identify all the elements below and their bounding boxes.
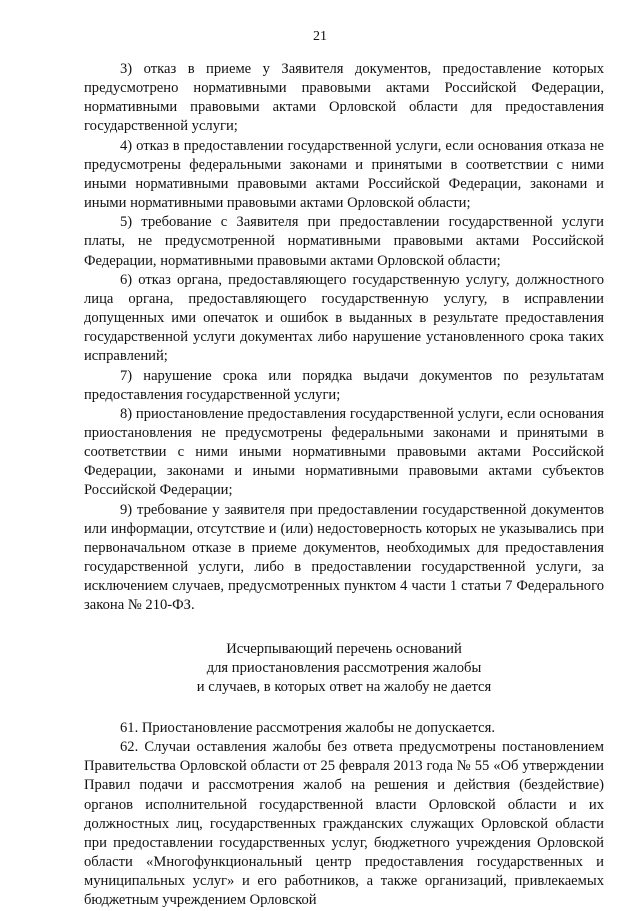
- list-item-4: 4) отказ в предоставлении государственной услуги, если основания отказа не предусмотрены федеральными законами и принятыми в соответствии с ними иными нормативными правовыми актами Российской Федерации, законами и иными нормативными правовыми актами Орловской области;: [84, 137, 604, 212]
- list-item-9: 9) требование у заявителя при предоставлении государственной документов или информации, отсутствие и (или) недостоверность которых не указывались при первоначальном отказе в приеме документов, необходимых для предоставления государственной услуги, либо в предоставлении государственной услуги, за исключением случаев, предусмотренных пунктом 4 части 1 статьи 7 Федерального закона № 210-ФЗ.: [84, 501, 604, 614]
- paragraph-62: 62. Случаи оставления жалобы без ответа предусмотрены постановлением Правительства Орловской области от 25 февраля 2013 года № 55 «Об утверждении Правил подачи и рассмотрения жалоб на решения и действия (бездействие) органов исполнительной государственной власти Орловской области и их должностных лиц, государственных гражданских служащих Орловской области при предоставлении государственных услуг, бюджетного учреждения Орловской области «Многофункциональный центр предоставления государственных и муниципальных услуг» и его работников, а также организаций, привлекаемых бюджетным учреждением Орловской: [84, 739, 604, 909]
- section-heading-line: и случаев, в которых ответ на жалобу не дается: [196, 678, 492, 695]
- section-heading-line: Исчерпывающий перечень оснований: [226, 640, 462, 657]
- document-body: [84, 60, 604, 911]
- list-item-3: 3) отказ в приеме у Заявителя документов, предоставление которых предусмотрено нормативными правовыми актами Российской Федерации, нормативными правовыми актами Орловской области для предоставления государственной услуги;: [84, 61, 604, 135]
- page-number: 21: [313, 29, 327, 44]
- list-item-7: 7) нарушение срока или порядка выдачи документов по результатам предоставления государственной услуги;: [84, 367, 604, 403]
- section-heading: [84, 640, 604, 697]
- list-item-8: 8) приостановление предоставления государственной услуги, если основания приостановления не предусмотрены федеральными законами и принятыми в соответствии с ними иными нормативными правовыми актами Российской Федерации, законами и иными нормативными правовыми актами субъектов Российской Федерации;: [84, 405, 604, 499]
- paragraph-61: 61. Приостановление рассмотрения жалобы не допускается.: [120, 720, 496, 736]
- section-heading-line: для приостановления рассмотрения жалобы: [206, 659, 482, 676]
- list-item-5: 5) требование с Заявителя при предоставлении государственной услуги платы, не предусмотренной нормативными правовыми актами Российской Федерации, нормативными правовыми актами Орловской области;: [84, 214, 604, 269]
- list-item-6: 6) отказ органа, предоставляющего государственную услугу, должностного лица органа, предоставляющего государственную услугу, в исправлении допущенных ими опечаток и ошибок в выданных в результате предоставления государственной услуги документах либо нарушение установленного срока таких исправлений;: [84, 271, 604, 365]
